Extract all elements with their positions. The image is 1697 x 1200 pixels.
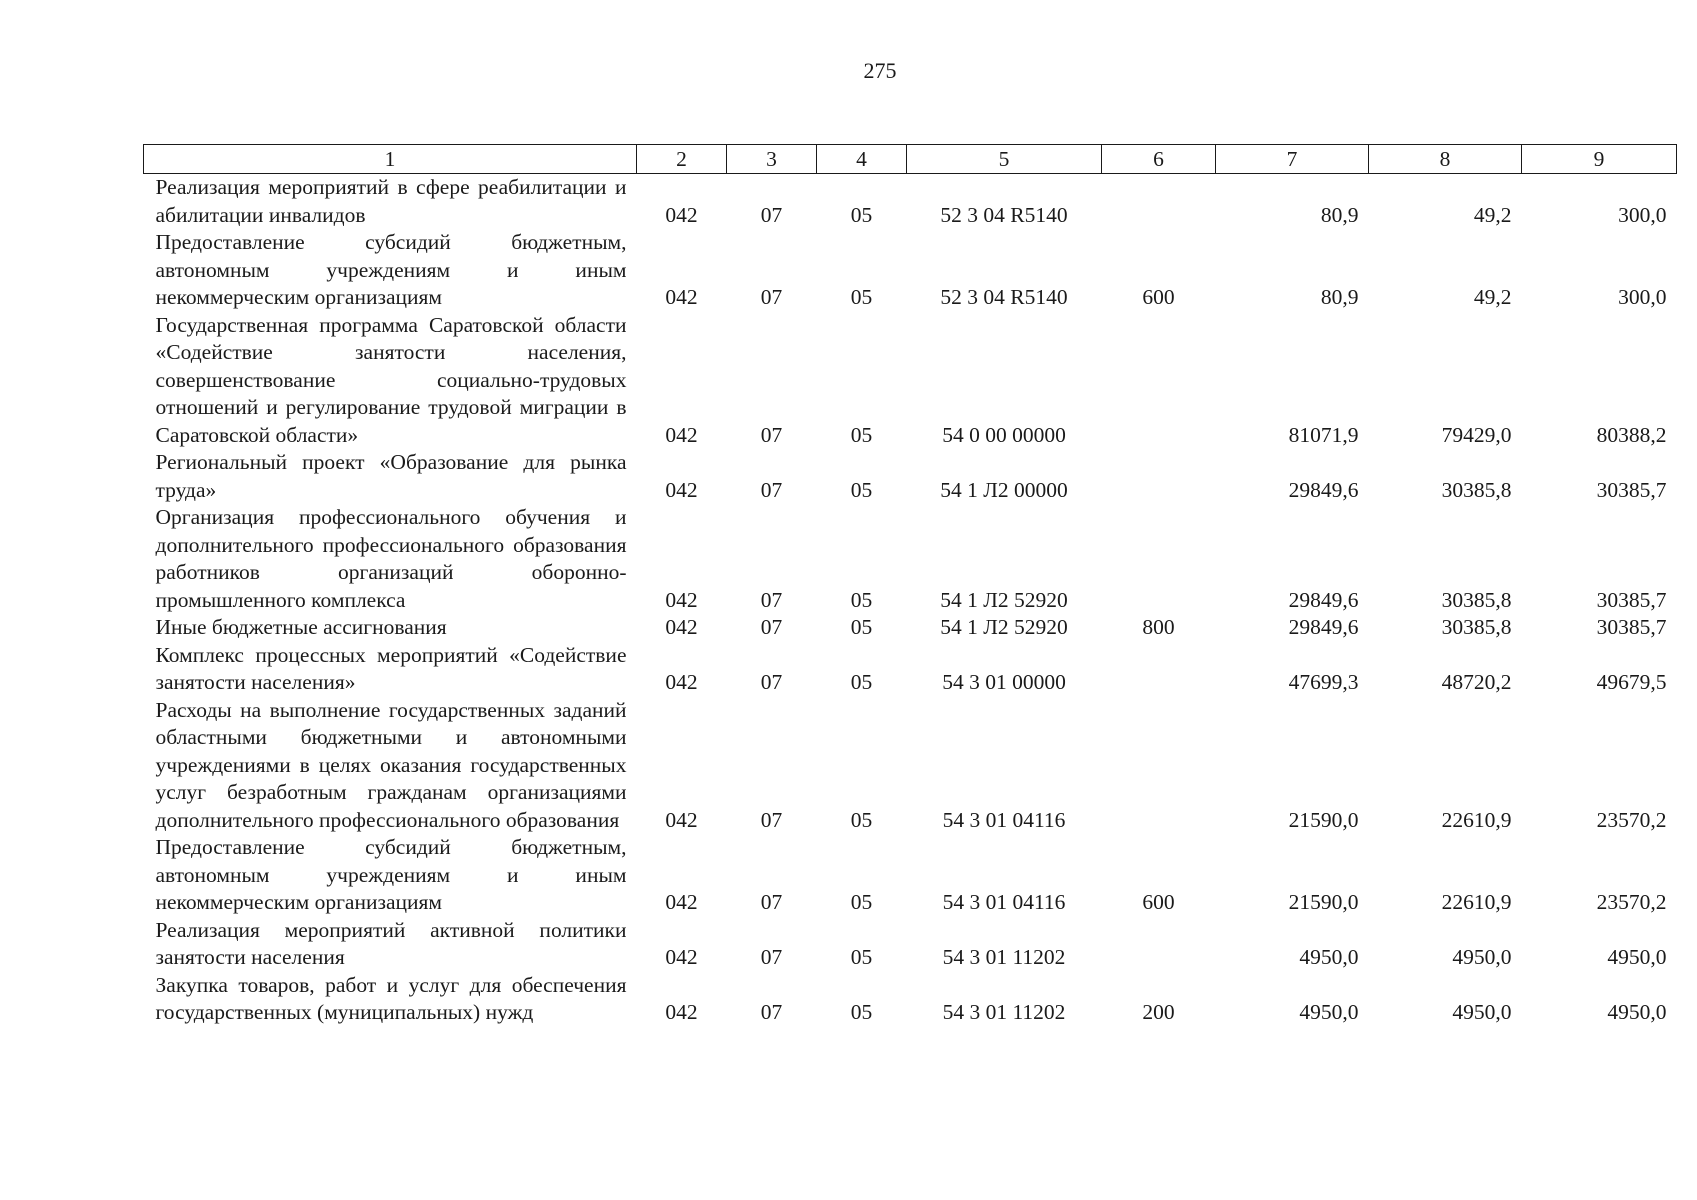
subsection-code-cell: 05 (850, 945, 873, 969)
table-row (144, 312, 1677, 450)
section-code-cell: 07 (760, 615, 783, 639)
target-article-cell: 52 3 04 R5140 (940, 202, 1068, 227)
subsection-code-cell: 05 (850, 890, 873, 914)
expense-type-cell (1102, 449, 1216, 504)
section-code-cell: 07 (760, 890, 783, 914)
expense-name-cell: Комплекс процессных мероприятий «Содействие занятости населения» (155, 642, 627, 694)
expense-type-cell: 600 (1142, 890, 1175, 914)
amount-col9-cell: 30385,7 (1596, 615, 1667, 639)
table-row (144, 972, 1677, 1027)
expense-type-cell (1102, 174, 1216, 230)
ministry-code-cell: 042 (665, 422, 698, 447)
expense-type-cell: 800 (1142, 615, 1175, 639)
expense-name-cell: Предоставление субсидий бюджетным, автономным учреждениям и иным некоммерческим организациям (155, 835, 627, 914)
amount-col8-cell: 79429,0 (1441, 422, 1512, 447)
subsection-code-cell: 05 (850, 807, 873, 832)
column-header-4: 4 (817, 145, 907, 174)
subsection-code-cell: 05 (850, 422, 873, 447)
section-code-cell: 07 (760, 202, 783, 227)
table-body (144, 174, 1677, 1027)
amount-col7-cell: 80,9 (1320, 202, 1359, 227)
subsection-code-cell: 05 (850, 285, 873, 309)
table-row (144, 174, 1677, 230)
page-number: 275 (863, 58, 897, 83)
subsection-code-cell: 05 (850, 587, 873, 612)
expense-name-cell: Региональный проект «Образование для рынка труда» (155, 450, 627, 502)
amount-col9-cell: 30385,7 (1596, 477, 1667, 502)
target-article-cell: 52 3 04 R5140 (940, 285, 1068, 309)
column-header-2: 2 (637, 145, 727, 174)
amount-col7-cell: 29849,6 (1288, 587, 1359, 612)
ministry-code-cell: 042 (665, 670, 698, 694)
amount-col7-cell: 81071,9 (1288, 422, 1359, 447)
amount-col8-cell: 49,2 (1473, 202, 1512, 227)
ministry-code-cell: 042 (665, 477, 698, 502)
table-row (144, 449, 1677, 504)
target-article-cell: 54 3 01 11202 (942, 945, 1066, 969)
target-article-cell: 54 3 01 04116 (942, 807, 1066, 832)
amount-col9-cell: 23570,2 (1596, 807, 1667, 832)
column-header-1: 1 (144, 145, 637, 174)
amount-col9-cell: 80388,2 (1596, 422, 1667, 447)
amount-col8-cell: 4950,0 (1452, 945, 1512, 969)
table-row (144, 504, 1677, 614)
target-article-cell: 54 3 01 00000 (942, 670, 1066, 694)
expense-name-cell: Реализация мероприятий в сфере реабилитации и абилитации инвалидов (155, 175, 627, 227)
amount-col8-cell: 48720,2 (1441, 670, 1512, 694)
subsection-code-cell: 05 (850, 1000, 873, 1024)
amount-col8-cell: 30385,8 (1441, 615, 1512, 639)
column-header-5: 5 (907, 145, 1102, 174)
column-header-3: 3 (727, 145, 817, 174)
amount-col8-cell: 30385,8 (1441, 587, 1512, 612)
expense-type-cell (1102, 697, 1216, 835)
amount-col8-cell: 30385,8 (1441, 477, 1512, 502)
subsection-code-cell: 05 (850, 477, 873, 502)
subsection-code-cell: 05 (850, 202, 873, 227)
amount-col7-cell: 21590,0 (1288, 890, 1359, 914)
amount-col9-cell: 49679,5 (1596, 670, 1667, 694)
section-code-cell: 07 (760, 477, 783, 502)
amount-col7-cell: 47699,3 (1288, 670, 1359, 694)
budget-table (143, 144, 1677, 1027)
column-header-6: 6 (1102, 145, 1216, 174)
amount-col7-cell: 29849,6 (1288, 477, 1359, 502)
amount-col7-cell: 80,9 (1320, 285, 1359, 309)
ministry-code-cell: 042 (665, 945, 698, 969)
amount-col9-cell: 4950,0 (1607, 1000, 1667, 1024)
table-row (144, 697, 1677, 835)
amount-col7-cell: 29849,6 (1288, 615, 1359, 639)
amount-col8-cell: 49,2 (1473, 285, 1512, 309)
table-row (144, 614, 1677, 642)
amount-col8-cell: 22610,9 (1441, 890, 1512, 914)
expense-name-cell: Государственная программа Саратовской области «Содействие занятости населения, совершенствование социально-трудовых отношений и регулирование трудовой миграции в Саратовской области» (155, 312, 627, 447)
section-code-cell: 07 (760, 587, 783, 612)
section-code-cell: 07 (760, 285, 783, 309)
amount-col9-cell: 23570,2 (1596, 890, 1667, 914)
section-code-cell: 07 (760, 670, 783, 694)
target-article-cell: 54 1 Л2 52920 (940, 587, 1068, 612)
amount-col9-cell: 4950,0 (1607, 945, 1667, 969)
amount-col7-cell: 4950,0 (1299, 1000, 1359, 1024)
amount-col8-cell: 4950,0 (1452, 1000, 1512, 1024)
ministry-code-cell: 042 (665, 285, 698, 309)
column-header-9: 9 (1522, 145, 1677, 174)
subsection-code-cell: 05 (850, 615, 873, 639)
amount-col8-cell: 22610,9 (1441, 807, 1512, 832)
ministry-code-cell: 042 (665, 202, 698, 227)
expense-name-cell: Реализация мероприятий активной политики занятости населения (155, 917, 627, 969)
expense-type-cell: 600 (1142, 285, 1175, 309)
subsection-code-cell: 05 (850, 670, 873, 694)
section-code-cell: 07 (760, 945, 783, 969)
target-article-cell: 54 3 01 04116 (942, 890, 1066, 914)
table-header-row (144, 145, 1677, 174)
expense-type-cell: 200 (1142, 1000, 1175, 1024)
amount-col7-cell: 21590,0 (1288, 807, 1359, 832)
expense-name-cell: Расходы на выполнение государственных заданий областными бюджетными и автономными учреждениями в целях оказания государственных услуг безработным гражданам организациями дополнительного профессионального образования (155, 697, 627, 832)
expense-type-cell (1102, 917, 1216, 972)
section-code-cell: 07 (760, 1000, 783, 1024)
section-code-cell: 07 (760, 807, 783, 832)
ministry-code-cell: 042 (665, 587, 698, 612)
target-article-cell: 54 1 Л2 52920 (940, 615, 1068, 639)
expense-type-cell (1102, 642, 1216, 697)
target-article-cell: 54 1 Л2 00000 (940, 477, 1068, 502)
table-row (144, 229, 1677, 312)
expense-name-cell: Организация профессионального обучения и дополнительного профессионального образования работников организаций оборонно-промышленного комплекса (155, 505, 627, 612)
column-header-7: 7 (1216, 145, 1369, 174)
table-row (144, 917, 1677, 972)
ministry-code-cell: 042 (665, 807, 698, 832)
expense-name-cell: Закупка товаров, работ и услуг для обеспечения государственных (муниципальных) нужд (155, 972, 627, 1024)
expense-type-cell (1102, 504, 1216, 614)
amount-col9-cell: 30385,7 (1596, 587, 1667, 612)
table-row (144, 834, 1677, 917)
target-article-cell: 54 3 01 11202 (942, 1000, 1066, 1024)
expense-name-cell: Иные бюджетные ассигнования (155, 615, 447, 639)
ministry-code-cell: 042 (665, 1000, 698, 1024)
expense-type-cell (1102, 312, 1216, 450)
amount-col9-cell: 300,0 (1618, 202, 1667, 227)
ministry-code-cell: 042 (665, 615, 698, 639)
expense-name-cell: Предоставление субсидий бюджетным, автономным учреждениям и иным некоммерческим организациям (155, 230, 627, 309)
amount-col9-cell: 300,0 (1618, 285, 1667, 309)
target-article-cell: 54 0 00 00000 (942, 422, 1066, 447)
section-code-cell: 07 (760, 422, 783, 447)
column-header-8: 8 (1369, 145, 1522, 174)
table-row (144, 642, 1677, 697)
amount-col7-cell: 4950,0 (1299, 945, 1359, 969)
ministry-code-cell: 042 (665, 890, 698, 914)
